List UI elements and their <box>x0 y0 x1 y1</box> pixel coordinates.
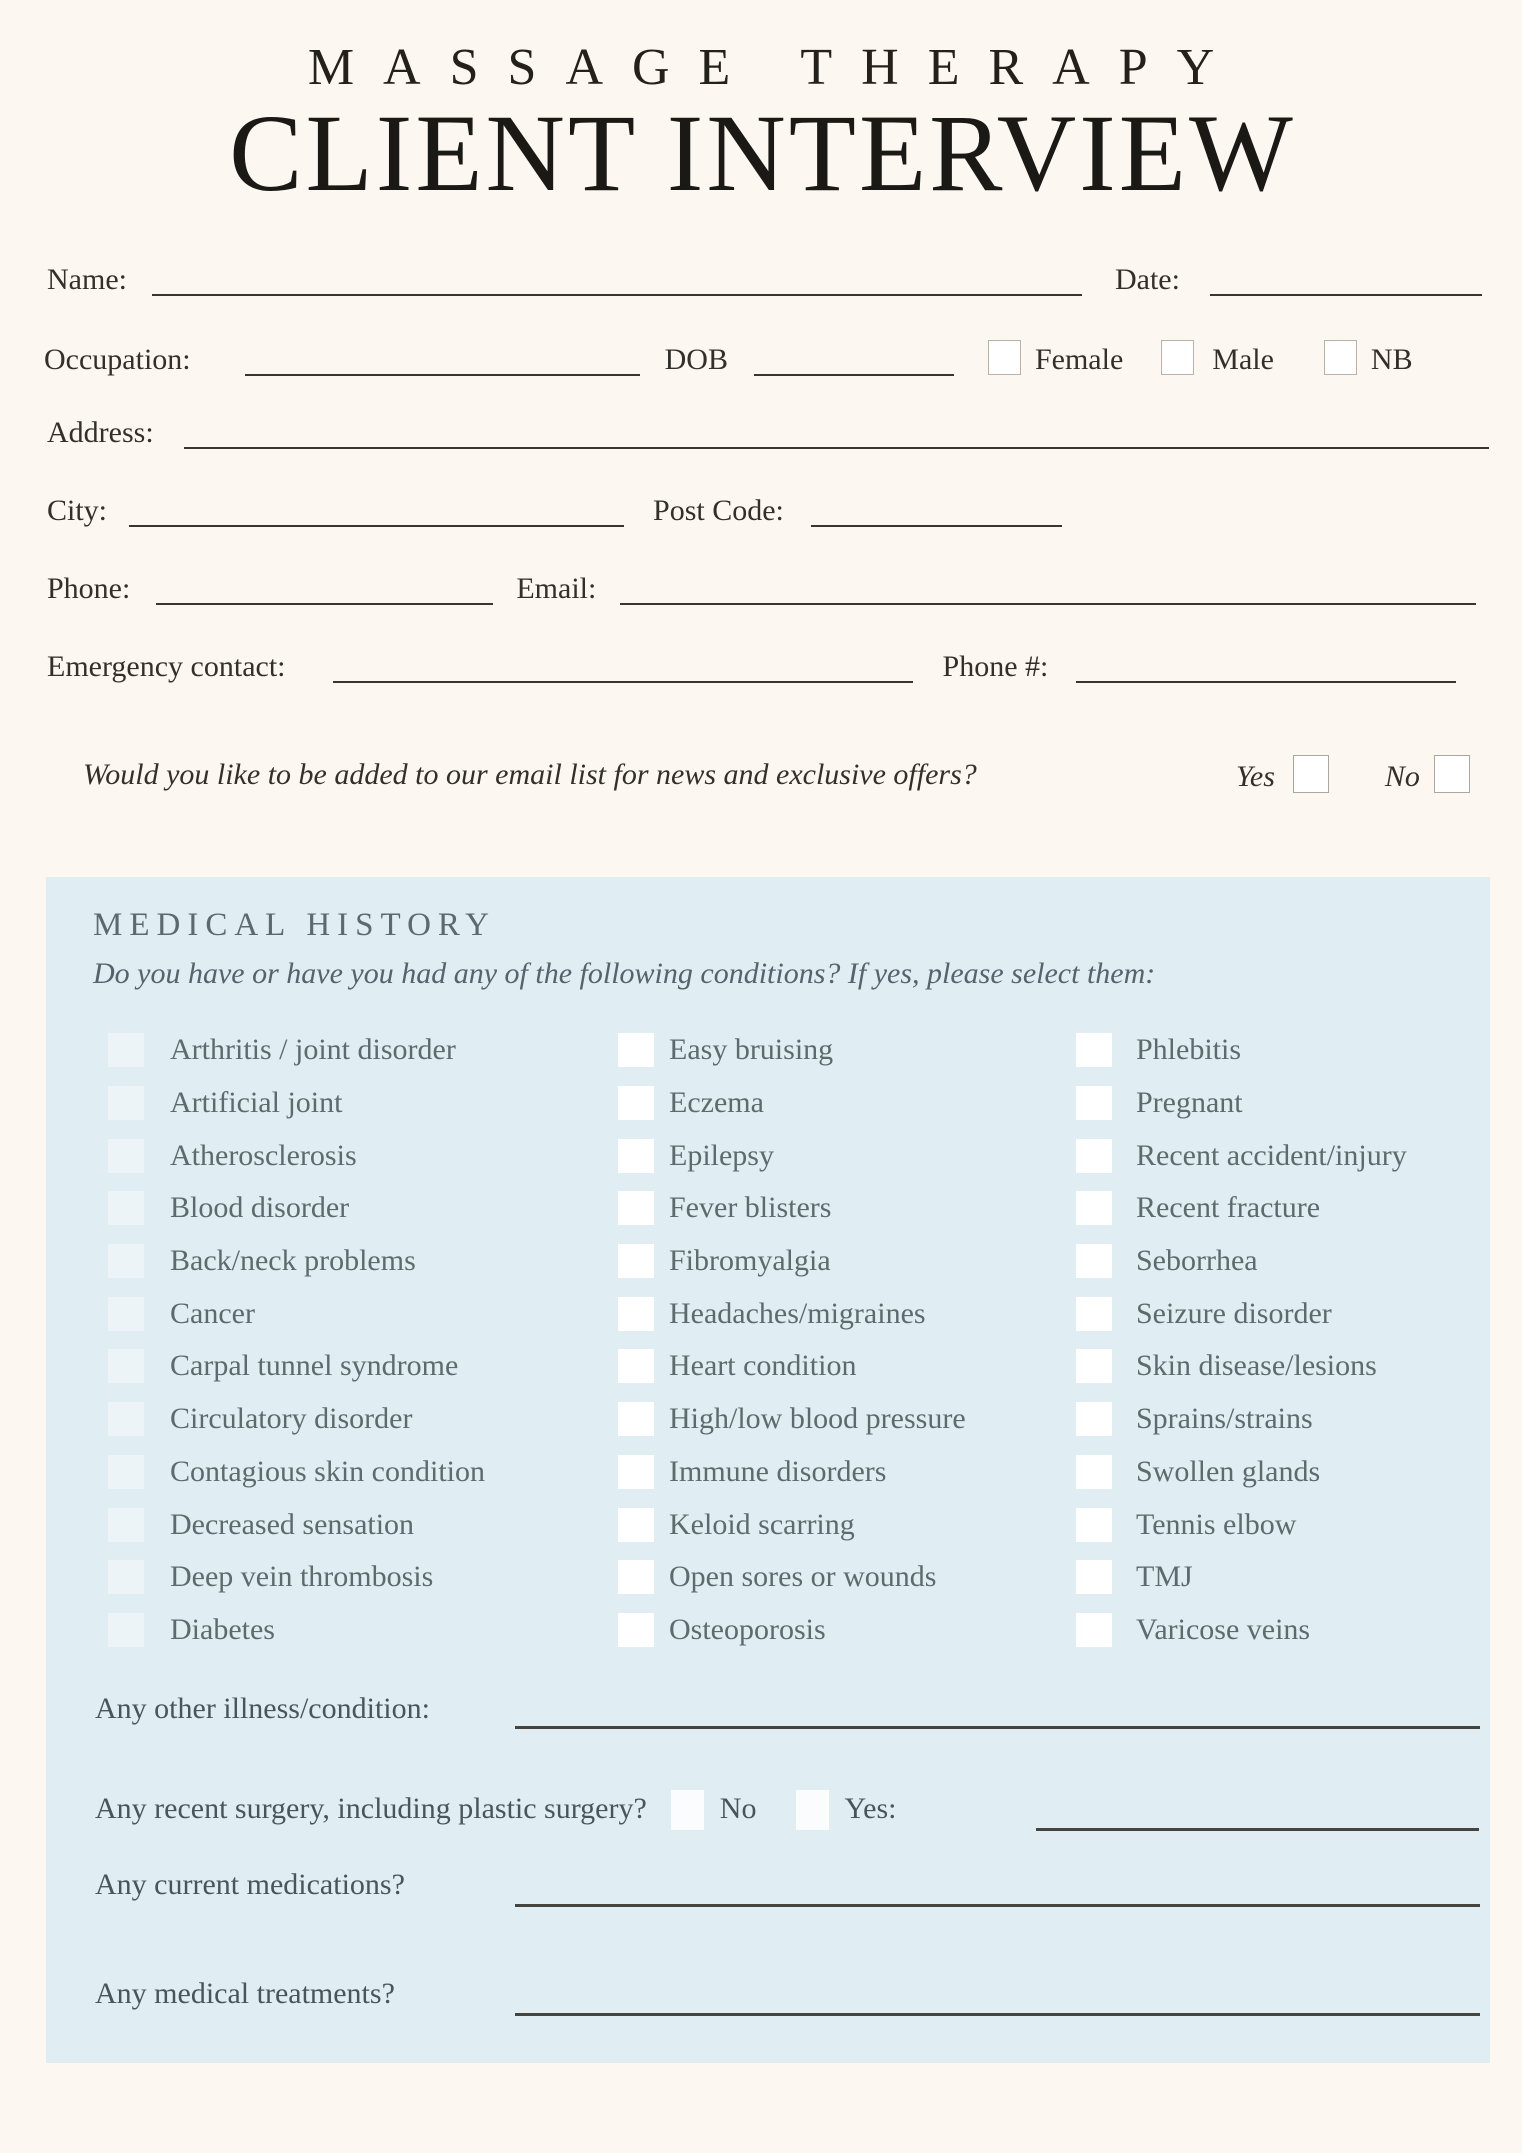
medications-label: Any current medications? <box>95 1868 405 1901</box>
condition-label: Cancer <box>170 1296 255 1330</box>
checkbox-male[interactable] <box>1161 340 1194 375</box>
condition-item <box>1076 1287 1407 1340</box>
condition-checkbox[interactable] <box>108 1455 144 1489</box>
occupation-field-line[interactable] <box>245 342 640 376</box>
address-label: Address: <box>47 416 154 449</box>
condition-label: Easy bruising <box>669 1033 834 1067</box>
condition-item <box>1076 1077 1407 1130</box>
condition-label: Skin disease/lesions <box>1136 1349 1377 1383</box>
condition-checkbox[interactable] <box>108 1613 144 1647</box>
condition-item <box>108 1129 485 1182</box>
page-title: CLIENT INTERVIEW <box>229 92 1296 214</box>
condition-label: Keloid scarring <box>669 1507 855 1541</box>
condition-item <box>108 1498 485 1551</box>
phone-label: Phone: <box>47 572 131 605</box>
condition-checkbox[interactable] <box>618 1086 654 1120</box>
condition-checkbox[interactable] <box>618 1139 654 1173</box>
condition-item <box>618 1235 966 1288</box>
female-label: Female <box>1034 343 1124 376</box>
condition-label: Eczema <box>669 1086 764 1120</box>
condition-label: Recent fracture <box>1136 1191 1321 1225</box>
condition-item <box>618 1393 966 1446</box>
nb-label: NB <box>1370 343 1413 376</box>
condition-label: Carpal tunnel syndrome <box>170 1349 459 1383</box>
condition-label: Heart condition <box>669 1349 857 1383</box>
condition-label: Decreased sensation <box>170 1507 415 1541</box>
condition-item <box>108 1393 485 1446</box>
condition-checkbox[interactable] <box>1076 1508 1112 1542</box>
condition-checkbox[interactable] <box>618 1508 654 1542</box>
condition-checkbox[interactable] <box>108 1560 144 1594</box>
email-list-question: Would you like to be added to our email list for news and exclusive offers? <box>83 758 977 791</box>
condition-item <box>108 1446 485 1499</box>
condition-item <box>1076 1446 1407 1499</box>
postcode-label: Post Code: <box>653 494 784 527</box>
condition-item <box>108 1287 485 1340</box>
medical-history-panel <box>46 877 1490 2063</box>
condition-item <box>618 1551 966 1604</box>
surgery-question-row <box>95 1790 896 1826</box>
condition-item <box>1076 1340 1407 1393</box>
condition-checkbox[interactable] <box>108 1191 144 1225</box>
city-label: City: <box>47 494 108 527</box>
condition-item <box>108 1024 485 1077</box>
condition-item <box>618 1604 966 1657</box>
condition-label: Seizure disorder <box>1136 1296 1332 1330</box>
surgery-yes-label: Yes: <box>844 1792 897 1825</box>
condition-item <box>618 1340 966 1393</box>
surgery-yes-field-line[interactable] <box>1036 1828 1479 1831</box>
checkbox-email-list-no[interactable] <box>1434 755 1470 793</box>
date-field-line[interactable] <box>1210 262 1482 296</box>
condition-label: Atherosclerosis <box>170 1138 357 1172</box>
emergency-phone-label: Phone #: <box>942 650 1049 683</box>
condition-label: Osteoporosis <box>669 1612 826 1646</box>
condition-item <box>1076 1551 1407 1604</box>
city-field-line[interactable] <box>129 493 624 527</box>
emergency-contact-label: Emergency contact: <box>47 650 286 683</box>
medical-history-heading: MEDICAL HISTORY <box>93 907 496 943</box>
name-field-line[interactable] <box>152 262 1082 296</box>
condition-label: Fibromyalgia <box>669 1244 831 1278</box>
condition-label: Deep vein thrombosis <box>170 1560 434 1594</box>
address-field-line[interactable] <box>184 415 1489 449</box>
condition-checkbox[interactable] <box>1076 1086 1112 1120</box>
address-row <box>47 415 1489 449</box>
emergency-contact-field-line[interactable] <box>333 649 913 683</box>
email-list-yes-label: Yes <box>1236 760 1275 793</box>
condition-checkbox[interactable] <box>618 1033 654 1067</box>
condition-checkbox[interactable] <box>1076 1033 1112 1067</box>
condition-checkbox[interactable] <box>1076 1455 1112 1489</box>
condition-item <box>618 1287 966 1340</box>
condition-item <box>1076 1024 1407 1077</box>
condition-checkbox[interactable] <box>108 1244 144 1278</box>
email-label: Email: <box>516 572 597 605</box>
checkbox-email-list-yes[interactable] <box>1293 755 1329 793</box>
condition-item <box>618 1077 966 1130</box>
condition-label: Fever blisters <box>669 1191 832 1225</box>
surgery-no-label: No <box>719 1792 757 1825</box>
condition-checkbox[interactable] <box>618 1191 654 1225</box>
condition-checkbox[interactable] <box>618 1297 654 1331</box>
condition-item <box>1076 1182 1407 1235</box>
condition-label: Open sores or wounds <box>669 1560 937 1594</box>
condition-checkbox[interactable] <box>1076 1402 1112 1436</box>
condition-checkbox[interactable] <box>108 1297 144 1331</box>
conditions-column-2 <box>618 1024 966 1656</box>
date-label: Date: <box>1114 263 1180 296</box>
condition-item <box>1076 1235 1407 1288</box>
medications-field-line[interactable] <box>515 1904 1480 1907</box>
condition-label: Back/neck problems <box>170 1244 416 1278</box>
condition-label: Artificial joint <box>170 1086 343 1120</box>
condition-item <box>618 1129 966 1182</box>
condition-item <box>108 1077 485 1130</box>
checkbox-female[interactable] <box>988 340 1021 375</box>
condition-item <box>108 1182 485 1235</box>
condition-checkbox[interactable] <box>1076 1560 1112 1594</box>
dob-field-line[interactable] <box>754 342 954 376</box>
condition-checkbox[interactable] <box>618 1560 654 1594</box>
condition-label: Epilepsy <box>669 1138 774 1172</box>
emergency-row <box>47 649 1456 683</box>
condition-label: Immune disorders <box>669 1454 887 1488</box>
condition-checkbox[interactable] <box>108 1402 144 1436</box>
condition-label: Circulatory disorder <box>170 1402 413 1436</box>
condition-item <box>108 1604 485 1657</box>
condition-item <box>1076 1129 1407 1182</box>
conditions-column-1 <box>108 1024 485 1656</box>
condition-checkbox[interactable] <box>108 1033 144 1067</box>
condition-label: Swollen glands <box>1136 1454 1321 1488</box>
condition-label: Diabetes <box>170 1612 275 1646</box>
condition-label: Contagious skin condition <box>170 1454 485 1488</box>
postcode-field-line[interactable] <box>811 493 1062 527</box>
form-eyebrow-title: MASSAGE THERAPY <box>307 39 1244 96</box>
occupation-label: Occupation: <box>44 343 191 376</box>
condition-checkbox[interactable] <box>1076 1139 1112 1173</box>
condition-label: Headaches/migraines <box>669 1296 926 1330</box>
treatments-field-line[interactable] <box>515 2013 1480 2016</box>
checkbox-nb[interactable] <box>1324 340 1357 375</box>
name-label: Name: <box>47 263 127 296</box>
condition-checkbox[interactable] <box>108 1139 144 1173</box>
condition-label: Seborrhea <box>1136 1244 1258 1278</box>
condition-checkbox[interactable] <box>618 1613 654 1647</box>
condition-item <box>1076 1604 1407 1657</box>
email-list-no-label: No <box>1384 760 1420 793</box>
condition-label: Sprains/strains <box>1136 1402 1313 1436</box>
checkbox-surgery-yes[interactable] <box>796 1790 829 1830</box>
condition-checkbox[interactable] <box>618 1349 654 1383</box>
checkbox-surgery-no[interactable] <box>671 1790 704 1830</box>
condition-checkbox[interactable] <box>108 1508 144 1542</box>
condition-label: Blood disorder <box>170 1191 350 1225</box>
condition-checkbox[interactable] <box>618 1455 654 1489</box>
condition-label: Recent accident/injury <box>1136 1138 1407 1172</box>
condition-item <box>108 1340 485 1393</box>
condition-label: Arthritis / joint disorder <box>170 1033 456 1067</box>
condition-item <box>618 1024 966 1077</box>
condition-checkbox[interactable] <box>1076 1349 1112 1383</box>
medical-history-subtitle: Do you have or have you had any of the following conditions? If yes, please select them: <box>93 957 1156 990</box>
condition-checkbox[interactable] <box>618 1244 654 1278</box>
other-illness-label: Any other illness/condition: <box>95 1692 430 1725</box>
condition-checkbox[interactable] <box>108 1086 144 1120</box>
email-list-question-row <box>83 758 977 791</box>
condition-item <box>618 1182 966 1235</box>
condition-checkbox[interactable] <box>108 1349 144 1383</box>
dob-label: DOB <box>664 343 728 376</box>
conditions-column-3 <box>1076 1024 1407 1656</box>
surgery-question-label: Any recent surgery, including plastic surgery? <box>95 1792 647 1825</box>
name-date-row <box>47 262 1482 296</box>
phone-field-line[interactable] <box>156 571 493 605</box>
condition-checkbox[interactable] <box>1076 1297 1112 1331</box>
condition-label: High/low blood pressure <box>669 1402 966 1436</box>
condition-item <box>1076 1498 1407 1551</box>
city-row <box>47 493 1062 527</box>
condition-label: TMJ <box>1136 1560 1193 1594</box>
condition-item <box>1076 1393 1407 1446</box>
condition-label: Varicose veins <box>1136 1612 1311 1646</box>
email-field-line[interactable] <box>620 571 1476 605</box>
other-illness-field-line[interactable] <box>515 1726 1480 1729</box>
condition-label: Phlebitis <box>1136 1033 1242 1067</box>
male-label: Male <box>1212 343 1274 376</box>
condition-item <box>618 1446 966 1499</box>
emergency-phone-field-line[interactable] <box>1076 649 1456 683</box>
condition-label: Tennis elbow <box>1136 1507 1297 1541</box>
condition-label: Pregnant <box>1136 1086 1243 1120</box>
condition-item <box>108 1235 485 1288</box>
condition-checkbox[interactable] <box>1076 1244 1112 1278</box>
phone-email-row <box>47 571 1476 605</box>
condition-checkbox[interactable] <box>1076 1191 1112 1225</box>
condition-item <box>618 1498 966 1551</box>
treatments-label: Any medical treatments? <box>95 1977 395 2010</box>
occupation-row <box>44 340 1413 376</box>
condition-checkbox[interactable] <box>1076 1613 1112 1647</box>
condition-checkbox[interactable] <box>618 1402 654 1436</box>
condition-item <box>108 1551 485 1604</box>
email-list-answer-row <box>1236 755 1470 793</box>
